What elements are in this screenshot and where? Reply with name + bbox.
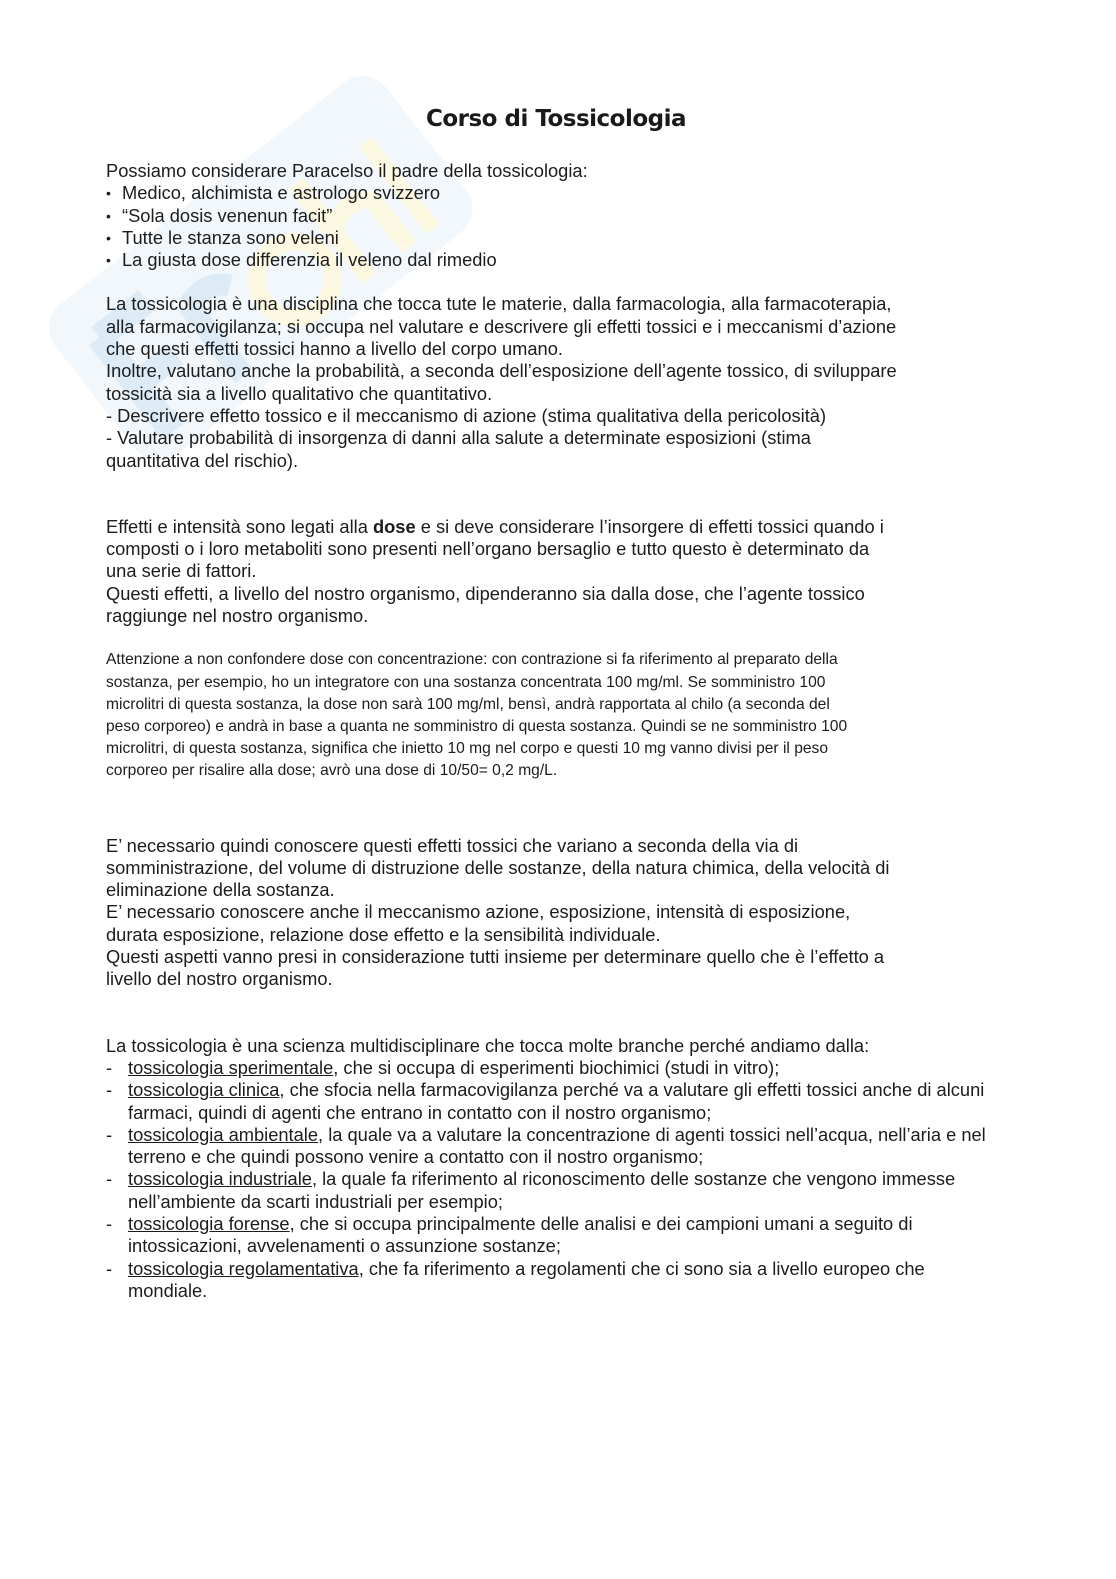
branch-name: tossicologia forense: [128, 1213, 290, 1235]
text-line: [106, 516, 1006, 538]
list-item: • Medico, alchimista e astrologo svizzero: [106, 182, 1006, 204]
list-item: [106, 1258, 1006, 1303]
text-line: eliminazione della sostanza.: [106, 879, 335, 901]
text-line: che questi effetti tossici hanno a livello del corpo umano.: [106, 338, 563, 360]
note-dose-vs-concentration: [106, 649, 1006, 782]
list-item: [106, 1079, 1006, 1124]
text-line: Attenzione a non confondere dose con concentrazione: con contrazione si fa riferimento al preparato della: [106, 651, 838, 669]
text-line: E’ necessario quindi conoscere questi effetti tossici che variano a seconda della via di: [106, 834, 799, 856]
text-line: sostanza, per esempio, ho un integratore con una sostanza concentrata 100 mg/ml. Se somministro 100: [106, 673, 826, 691]
text-line: - Valutare probabilità di insorgenza di danni alla salute a determinate esposizioni (stima: [106, 427, 811, 449]
intro-lead: Possiamo considerare Paracelso il padre della tossicologia:: [106, 160, 588, 181]
text-line: microlitri, di questa sostanza, significa che inietto 10 mg nel corpo e questi 10 mg vanno divisi per il peso: [106, 740, 829, 758]
text-line: livello del nostro organismo.: [106, 968, 333, 990]
branch-description: , che fa riferimento a regolamenti che ci sono sia a livello europeo che mondiale.: [128, 1257, 925, 1301]
intro-bullet-list: [106, 182, 1006, 271]
branch-name: tossicologia ambientale: [128, 1123, 319, 1145]
paragraph-dose: [106, 516, 1006, 627]
text-line: alla farmacovigilanza; si occupa nel valutare e descrivere gli effetti tossici e i meccanismi d’azione: [106, 315, 897, 337]
branch-description: , la quale fa riferimento al riconoscimento delle sostanze che vengono immesse nell’ambiente da scarti industriali per esempio;: [128, 1168, 956, 1212]
document-page: [106, 104, 1006, 1302]
list-item: • “Sola dosis venenun facit”: [106, 205, 1006, 227]
list-item: [106, 1057, 1006, 1079]
page-title: Corso di Tossicologia: [425, 106, 687, 132]
branches-lead: La tossicologia è una scienza multidisciplinare che tocca molte branche perché andiamo dalla:: [106, 1034, 870, 1056]
branch-description: , la quale va a valutare la concentrazione di agenti tossici nell’acqua, nell’aria e nel terreno e che quindi possono venire a contatto con il nostro organismo;: [128, 1123, 986, 1168]
text-line: Inoltre, valutano anche la probabilità, a seconda dell’esposizione dell’agente tossico, di sviluppare: [106, 360, 897, 382]
text-line: raggiunge nel nostro organismo.: [106, 605, 369, 627]
list-item: [106, 1213, 1006, 1258]
text-line: peso corporeo) e andrà in base a quanta ne somministro di questa sostanza. Quindi se ne somministro 100: [106, 717, 848, 735]
text-line: Questi aspetti vanno presi in considerazione tutti insieme per determinare quello che è l’effetto a: [106, 946, 885, 968]
text-line: corporeo per risalire alla dose; avrò una dose di 10/50= 0,2 mg/L.: [106, 762, 558, 780]
text-segment: Effetti e intensità sono legati alla: [106, 515, 373, 537]
text-line: una serie di fattori.: [106, 560, 257, 582]
list-item: • Tutte le stanza sono veleni: [106, 227, 1006, 249]
text-line: La tossicologia è una disciplina che tocca tute le materie, dalla farmacologia, alla farmacoterapia,: [106, 293, 892, 315]
text-line: durata esposizione, relazione dose effetto e la sensibilità individuale.: [106, 923, 661, 945]
list-item: • La giusta dose differenzia il veleno dal rimedio: [106, 249, 1006, 271]
text-line: somministrazione, del volume di distruzione delle sostanze, della natura chimica, della velocità di: [106, 856, 890, 878]
branch-name: tossicologia industriale: [128, 1168, 312, 1190]
text-line: - Descrivere effetto tossico e il meccanismo di azione (stima qualitativa della pericolosità): [106, 404, 827, 426]
paragraph-factors: [106, 835, 1006, 991]
text-line: composti o i loro metaboliti sono presenti nell’organo bersaglio e tutto questo è determinato da: [106, 538, 870, 560]
branch-name: tossicologia sperimentale: [128, 1056, 334, 1078]
branch-description: , che si occupa di esperimenti biochimici (studi in vitro);: [333, 1056, 780, 1078]
branches-list: [106, 1057, 1006, 1302]
dose-keyword: dose: [372, 515, 416, 537]
branch-description: , che si occupa principalmente delle analisi e dei campioni umani a seguito di intossicazioni, avvelenamenti o assunzione sostanze;: [128, 1213, 913, 1257]
list-item: [106, 1124, 1006, 1169]
paragraph-definition: [106, 293, 1006, 471]
text-line: quantitativa del rischio).: [106, 449, 299, 471]
branch-description: , che sfocia nella farmacovigilanza perché va a valutare gli effetti tossici anche di alcuni farmaci, quindi di agenti che entrano in contatto con il nostro organismo;: [128, 1079, 985, 1123]
list-item: [106, 1168, 1006, 1213]
text-line: E’ necessario conoscere anche il meccanismo azione, esposizione, intensità di esposizione,: [106, 901, 851, 923]
text-line: Questi effetti, a livello del nostro organismo, dipenderanno sia dalla dose, che l’agente tossico: [106, 582, 865, 604]
text-line: microlitri di questa sostanza, la dose non sarà 100 mg/ml, bensì, andrà rapportata al chilo (a seconda del: [106, 695, 830, 713]
branch-name: tossicologia clinica: [128, 1079, 280, 1101]
text-line: tossicità sia a livello qualitativo che quantitativo.: [106, 382, 493, 404]
text-segment: e si deve considerare l’insorgere di effetti tossici quando i: [415, 515, 884, 537]
branch-name: tossicologia regolamentativa: [128, 1257, 359, 1279]
